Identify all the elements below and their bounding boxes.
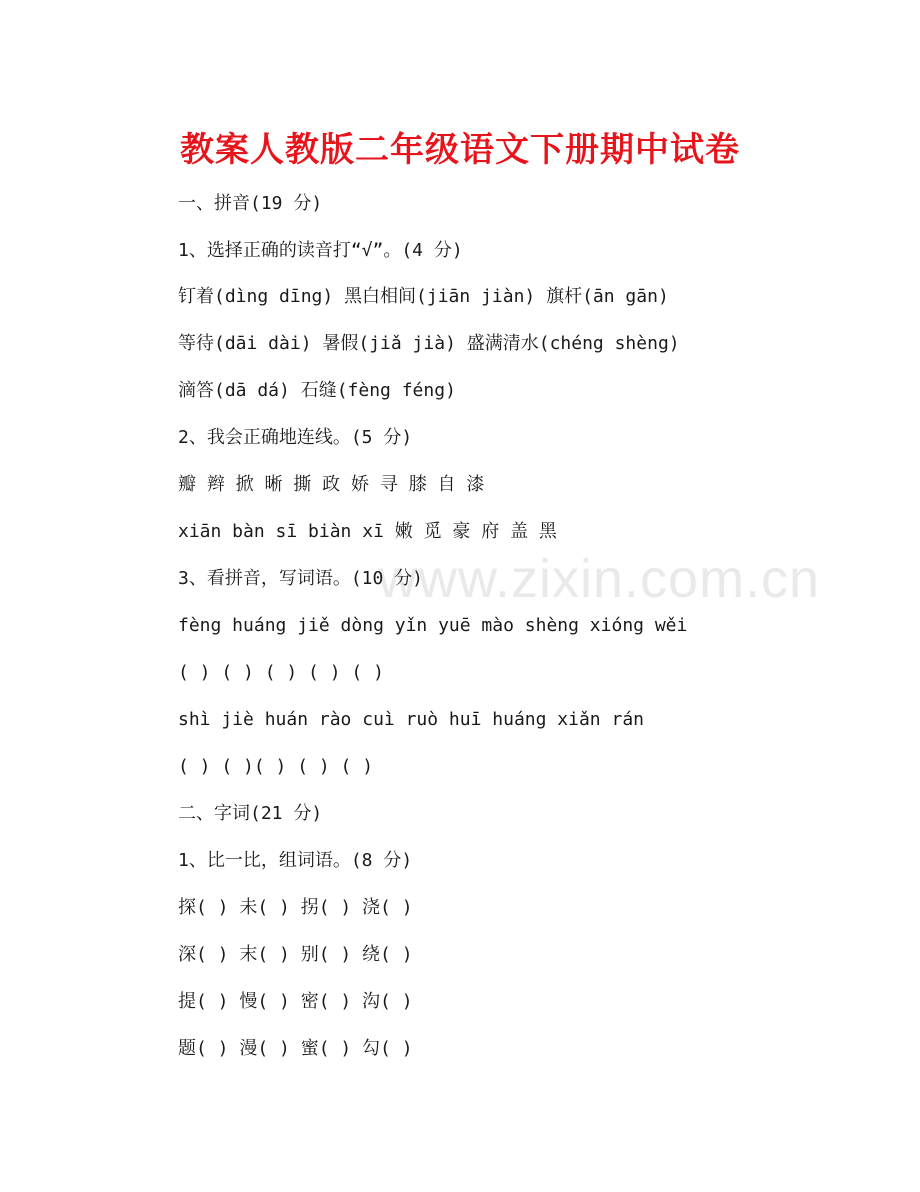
question-4-line: 题( ) 漫( ) 蜜( ) 勾( ) bbox=[178, 1038, 413, 1059]
question-4-line: 探( ) 未( ) 拐( ) 浇( ) bbox=[178, 897, 413, 918]
watermark-text: www.zixin.com.cn bbox=[378, 549, 821, 609]
question-3-pinyin-line: fèng huáng jiě dòng yǐn yuē mào shèng xióng wěi bbox=[178, 615, 688, 636]
question-2-line: 瓣 辫 掀 晰 撕 政 娇 寻 膝 自 漆 bbox=[178, 474, 485, 495]
question-1-heading: 1、选择正确的读音打“√”。(4 分) bbox=[178, 240, 463, 261]
question-4-line: 深( ) 末( ) 别( ) 绕( ) bbox=[178, 944, 413, 965]
section-heading-words: 二、字词(21 分) bbox=[178, 803, 323, 824]
section-heading-pinyin: 一、拼音(19 分) bbox=[178, 193, 323, 214]
question-4-heading: 1、比一比，组词语。(8 分) bbox=[178, 850, 413, 871]
question-3-blank-line: ( ) ( )( ) ( ) ( ) bbox=[178, 756, 374, 777]
question-3-pinyin-line: shì jiè huán rào cuì ruò huī huáng xiǎn rán bbox=[178, 709, 644, 730]
question-1-line: 钉着(dìng dīng) 黑白相间(jiān jiàn) 旗杆(ān gān) bbox=[178, 286, 669, 307]
question-3-heading: 3、看拼音，写词语。(10 分) bbox=[178, 568, 424, 589]
document-title: 教案人教版二年级语文下册期中试卷 bbox=[180, 130, 740, 170]
question-2-line: xiān bàn sī biàn xī 嫩 觅 豪 府 盖 黑 bbox=[178, 521, 557, 542]
question-1-line: 滴答(dā dá) 石缝(fèng féng) bbox=[178, 380, 456, 401]
question-1-line: 等待(dāi dài) 暑假(jiǎ jià) 盛满清水(chéng shèng) bbox=[178, 333, 680, 354]
question-3-blank-line: ( ) ( ) ( ) ( ) ( ) bbox=[178, 662, 384, 683]
question-2-heading: 2、我会正确地连线。(5 分) bbox=[178, 427, 413, 448]
question-4-line: 提( ) 慢( ) 密( ) 沟( ) bbox=[178, 991, 413, 1012]
